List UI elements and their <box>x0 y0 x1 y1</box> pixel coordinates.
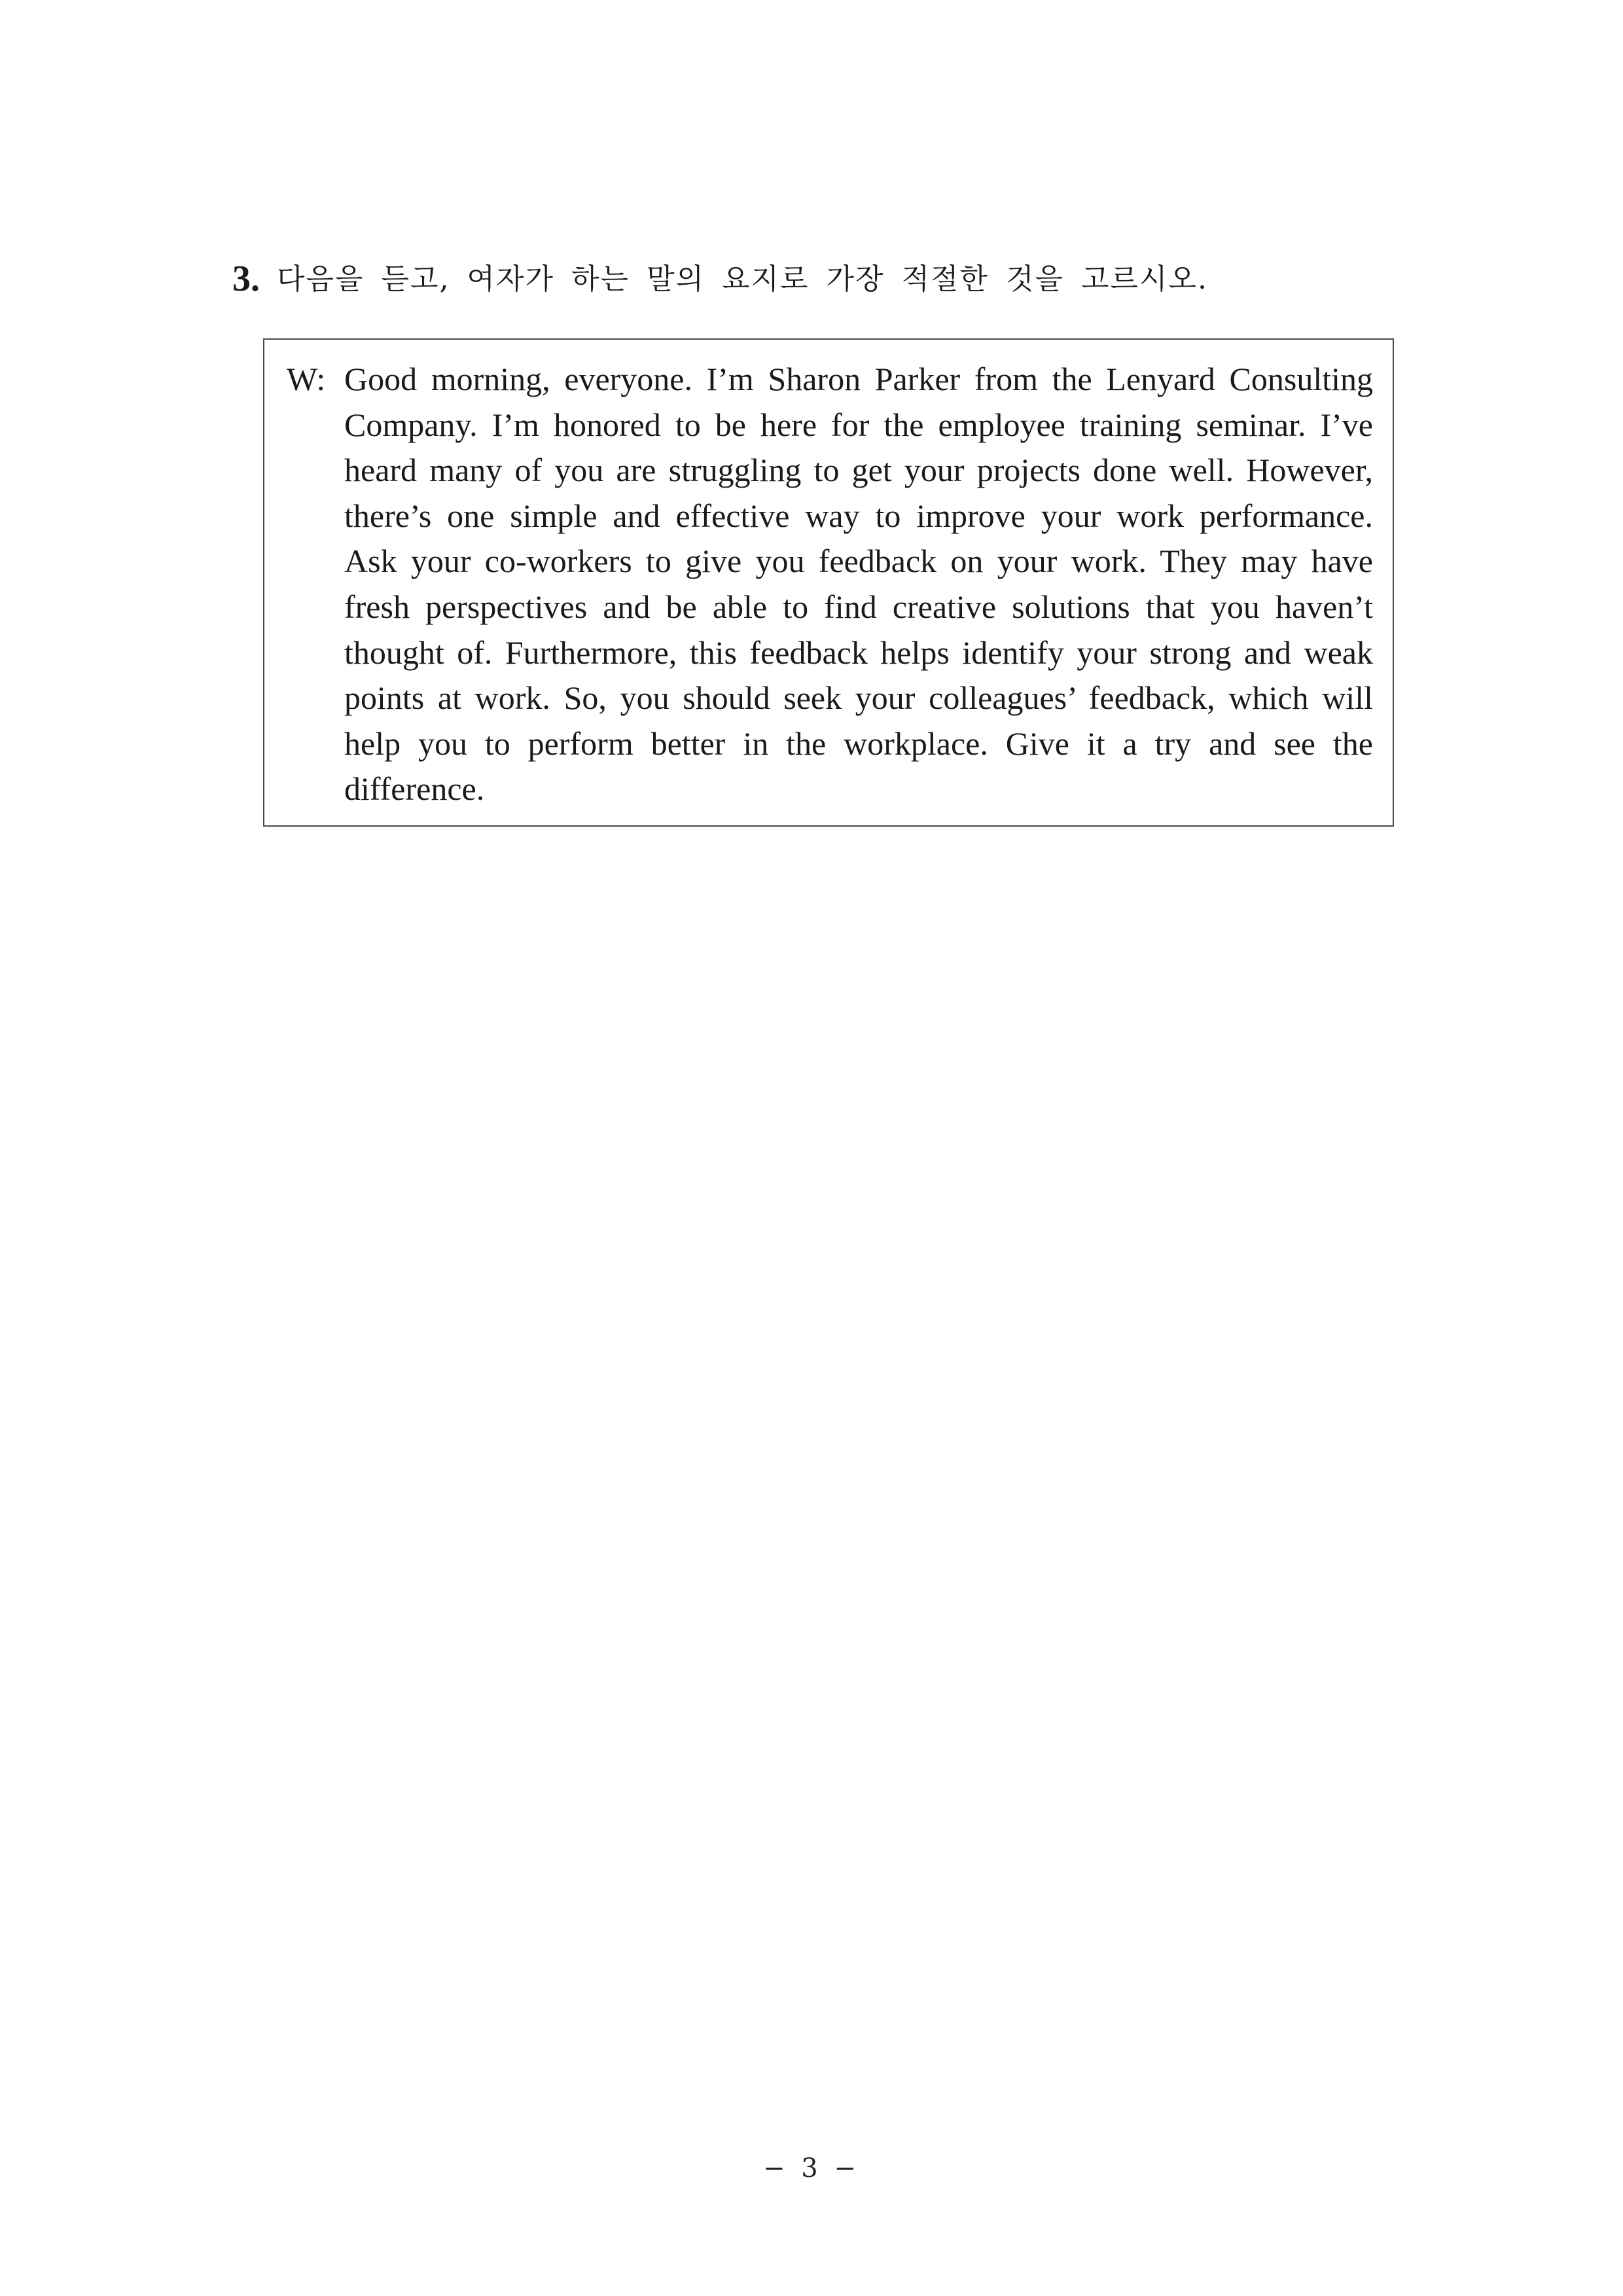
speaker-label: W: <box>287 361 326 397</box>
script-line: thought of. Furthermore, this feedback helps identify your strong and weak <box>344 634 1373 671</box>
script-line: difference. <box>344 770 485 808</box>
script-line: there’s one simple and effective way to improve your work performance. <box>344 497 1373 534</box>
page-number: − 3 − <box>763 2153 860 2183</box>
script-line: help you to perform better in the workplace. Give it a try and see the <box>344 725 1373 762</box>
script-line: fresh perspectives and be able to find creative solutions that you haven’t <box>344 588 1373 625</box>
script-line: Ask your co-workers to give you feedback on your work. They may have <box>344 543 1373 580</box>
script-line: heard many of you are struggling to get your projects done well. However, <box>344 452 1373 489</box>
script-line: Company. I’m honored to be here for the employee training seminar. I’ve <box>344 406 1373 443</box>
question-prompt: 다음을 듣고, 여자가 하는 말의 요지로 가장 적절한 것을 고르시오. <box>277 262 1208 296</box>
script-text <box>344 357 1373 812</box>
listening-script-box <box>263 338 1394 827</box>
question-number: 3. <box>232 259 260 299</box>
script-line: points at work. So, you should seek your colleagues’ feedback, which will <box>344 679 1373 717</box>
question-header <box>232 260 1208 297</box>
script-line: Good morning, everyone. I’m Sharon Parker from the Lenyard Consulting <box>344 361 1373 397</box>
